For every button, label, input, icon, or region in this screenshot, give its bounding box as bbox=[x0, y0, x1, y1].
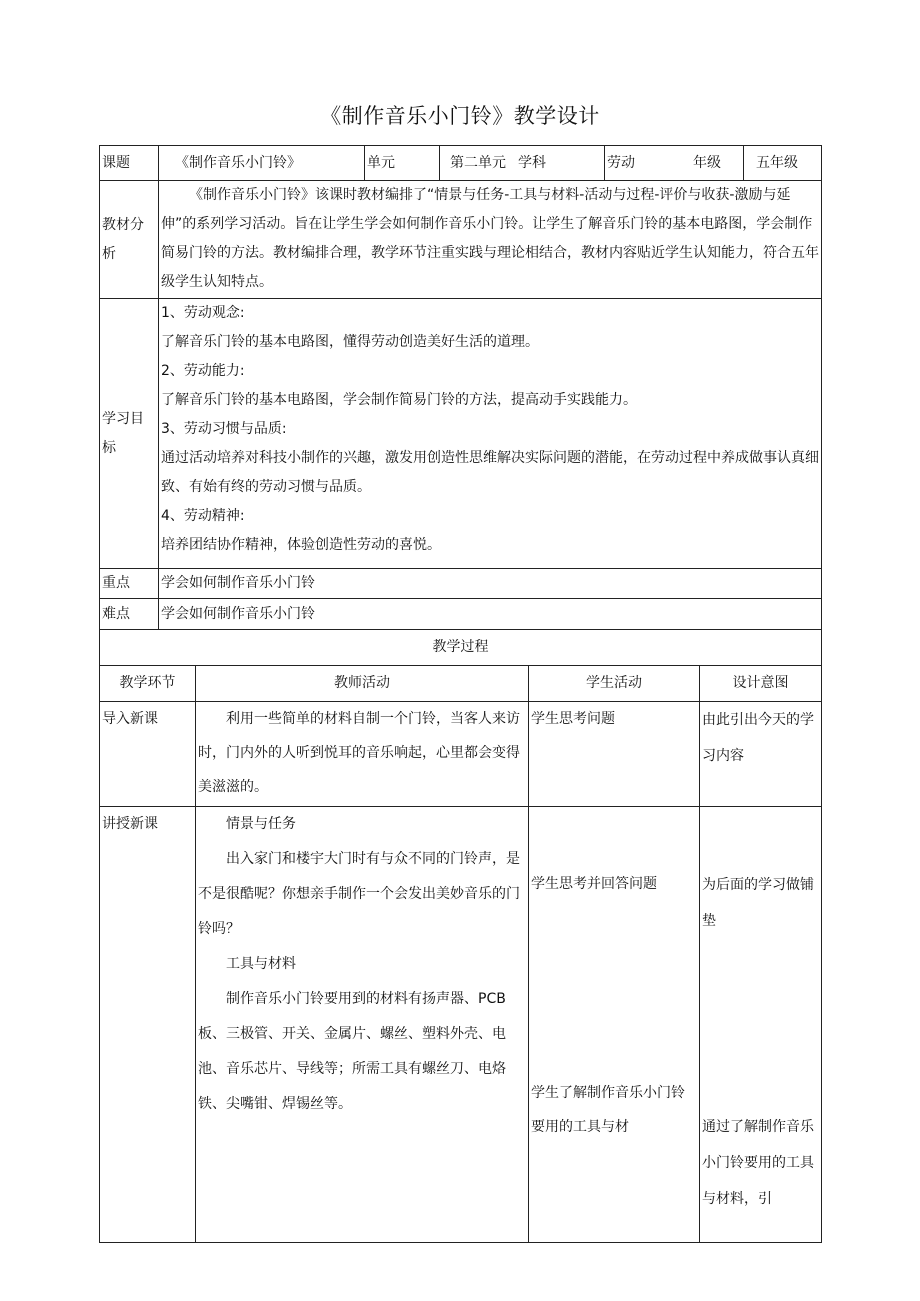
material-analysis-text: 《制作音乐小门铃》该课时教材编排了“情景与任务-工具与材料-活动与过程-评价与收获-激励与延伸”的系列学习活动。旨在让学生学会如何制作音乐小门铃。让学生了解音乐门铃的基本电路图，学会制作简易门铃的方法。教材编排合理，教学环节注重实践与理论相结合，教材内容贴近学生认知能力，符合五年级学生认知特点。 bbox=[159, 181, 822, 299]
info-row bbox=[100, 146, 822, 181]
objective-line: 1、劳动观念: bbox=[161, 305, 245, 321]
teacher-paragraph: 制作音乐小门铃要用到的材料有扬声器、PCB板、三极管、开关、金属片、螺丝、塑料外壳、电池、音乐芯片、导线等；所需工具有螺丝刀、电烙铁、尖嘴钳、焊锡丝等。 bbox=[198, 991, 506, 1112]
grade-label: 年级 bbox=[693, 154, 721, 171]
lecture-row bbox=[100, 807, 822, 1243]
subject-grade-cell bbox=[605, 146, 744, 181]
teacher-paragraph: 情景与任务 bbox=[226, 816, 296, 832]
objective-line: 培养团结协作精神，体验创造性劳动的喜悦。 bbox=[161, 537, 441, 553]
objective-line: 通过活动培养对科技小制作的兴趣，激发用创造性思维解决实际问题的潜能，在劳动过程中养成做事认真细致、有始有终的劳动习惯与品质。 bbox=[161, 450, 819, 495]
material-analysis-row bbox=[100, 181, 822, 299]
lecture-student-activity bbox=[529, 807, 700, 1243]
difficult-point-text: 学会如何制作音乐小门铃 bbox=[159, 599, 822, 630]
page-title: 《制作音乐小门铃》教学设计 bbox=[320, 104, 600, 128]
column-header-teacher: 教师活动 bbox=[196, 666, 529, 702]
objective-line: 4、劳动精神: bbox=[161, 508, 245, 524]
subject-label: 学科 bbox=[518, 154, 546, 171]
objectives-label: 学习目标 bbox=[100, 299, 159, 569]
course-value: 《制作音乐小门铃》 bbox=[159, 146, 365, 181]
intro-student-activity: 学生思考问题 bbox=[529, 702, 700, 807]
lecture-design-intent bbox=[700, 807, 822, 1243]
student-activity-2: 学生了解制作音乐小门铃要用的工具与材 bbox=[531, 1085, 685, 1135]
objective-line: 了解音乐门铃的基本电路图，学会制作简易门铃的方法，提高动手实践能力。 bbox=[161, 392, 637, 408]
process-heading-row bbox=[100, 630, 822, 666]
objective-line: 了解音乐门铃的基本电路图，懂得劳动创造美好生活的道理。 bbox=[161, 334, 539, 350]
objective-line: 3、劳动习惯与品质: bbox=[161, 421, 287, 437]
objective-line: 2、劳动能力: bbox=[161, 363, 245, 379]
lecture-stage: 讲授新课 bbox=[100, 807, 196, 1243]
unit-subject-cell bbox=[440, 146, 605, 181]
lesson-plan-table bbox=[99, 145, 822, 1243]
unit-label: 单元 bbox=[365, 146, 440, 181]
subject-value: 劳动 bbox=[607, 154, 635, 171]
material-analysis-label: 教材分析 bbox=[100, 181, 159, 299]
difficult-point-label: 难点 bbox=[100, 599, 159, 630]
intro-design-intent: 由此引出今天的学习内容 bbox=[700, 702, 822, 807]
column-header-student: 学生活动 bbox=[529, 666, 700, 702]
column-header-stage: 教学环节 bbox=[100, 666, 196, 702]
column-header-intent: 设计意图 bbox=[700, 666, 822, 702]
teacher-paragraph: 工具与材料 bbox=[226, 956, 296, 972]
key-point-text: 学会如何制作音乐小门铃 bbox=[159, 569, 822, 599]
intro-teacher-activity: 利用一些简单的材料自制一个门铃，当客人来访时，门内外的人听到悦耳的音乐响起，心里都会变得美滋滋的。 bbox=[196, 702, 529, 807]
intro-row bbox=[100, 702, 822, 807]
key-point-label: 重点 bbox=[100, 569, 159, 599]
grade-value: 五年级 bbox=[744, 146, 822, 181]
design-intent-2: 通过了解制作音乐小门铃要用的工具与材料，引 bbox=[702, 1119, 814, 1207]
objectives-row bbox=[100, 299, 822, 569]
design-intent-1: 为后面的学习做铺垫 bbox=[702, 877, 814, 929]
course-label: 课题 bbox=[100, 146, 159, 181]
objectives-content bbox=[159, 299, 822, 569]
process-heading: 教学过程 bbox=[100, 630, 822, 666]
process-header-row bbox=[100, 666, 822, 702]
unit-value: 第二单元 bbox=[450, 154, 506, 171]
lecture-teacher-activity bbox=[196, 807, 529, 1243]
key-point-row bbox=[100, 569, 822, 599]
teacher-paragraph: 出入家门和楼宇大门时有与众不同的门铃声，是不是很酷呢？你想亲手制作一个会发出美妙音乐的门铃吗？ bbox=[198, 851, 520, 937]
intro-stage: 导入新课 bbox=[100, 702, 196, 807]
difficult-point-row bbox=[100, 599, 822, 630]
student-activity-1: 学生思考并回答问题 bbox=[531, 876, 657, 892]
